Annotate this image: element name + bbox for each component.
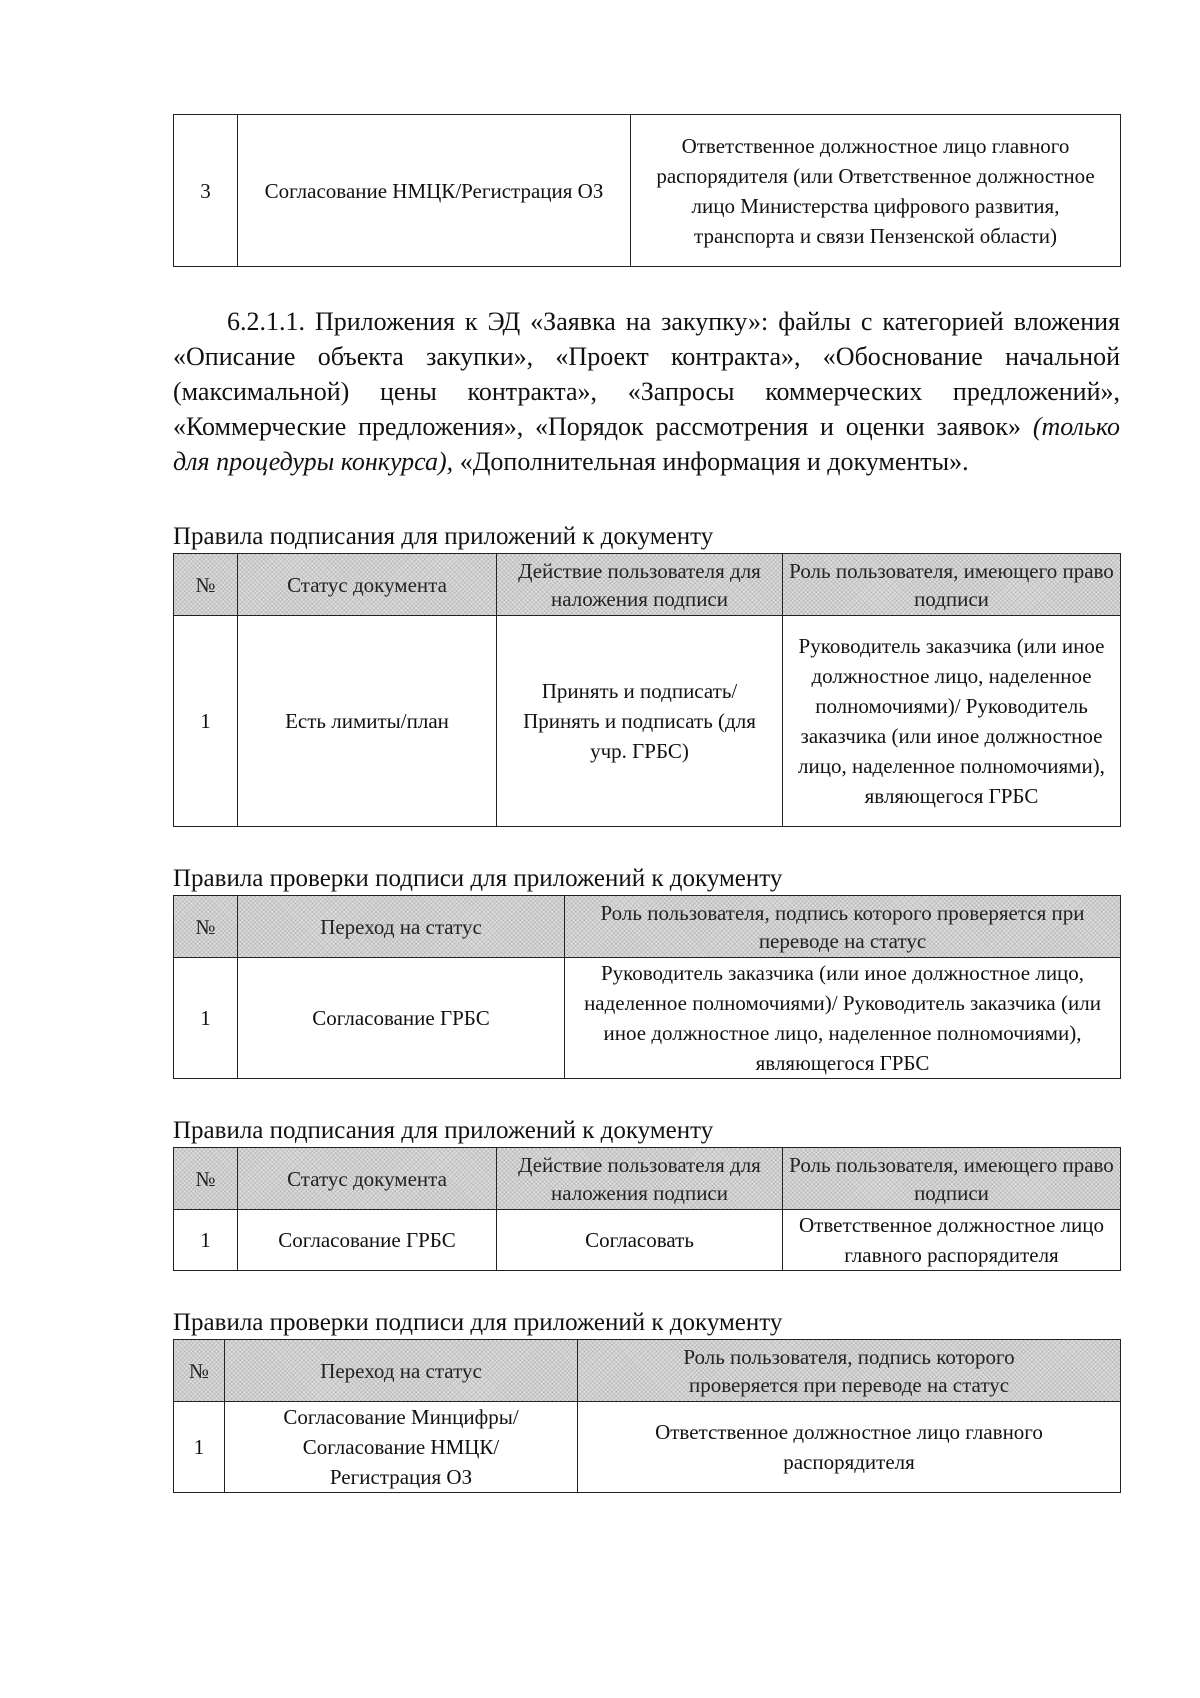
table-header-row [174,1340,1121,1402]
header-action: Действие пользователя для наложения подписи [497,1148,783,1210]
top-table [173,114,1121,267]
row-number: 1 [174,616,238,827]
table2-caption: Правила проверки подписи для приложений к документу [173,865,783,892]
table-row [174,1402,1121,1493]
table1-caption: Правила подписания для приложений к документу [173,523,714,550]
row-status: Согласование ГРБС [238,958,565,1079]
table2-verification-rules [173,895,1121,1079]
paragraph-text-end: «Дополнительная информация и документы». [453,447,969,476]
row-role: Ответственное должностное лицо главного распорядителя [783,1210,1121,1271]
row-status: Согласование ГРБС [238,1210,497,1271]
row-number: 1 [174,1210,238,1271]
row-status: Согласование НМЦК/Регистрация ОЗ [238,115,631,267]
row-status: Есть лимиты/план [238,616,497,827]
header-number: № [174,1148,238,1210]
header-status: Статус документа [238,554,497,616]
table1-signing-rules [173,553,1121,827]
table3-caption: Правила подписания для приложений к документу [173,1117,714,1144]
table4-caption: Правила проверки подписи для приложений к документу [173,1309,783,1336]
header-number: № [174,896,238,958]
table4-verification-rules [173,1339,1121,1493]
paragraph-italic-note: (только для процедуры конкурса), [173,412,1120,476]
header-transition: Переход на статус [225,1340,578,1402]
paragraph-text: 6.2.1.1. Приложения к ЭД «Заявка на закупку»: файлы с категорией вложения «Описание объекта закупки», «Проект контракта», «Обоснование начальной (максимальной) цены контракта», «Запросы коммерческих предложений», «Коммерческие предложения», «Порядок рассмотрения и оценки заявок» [173,307,1120,441]
row-role: Руководитель заказчика (или иное должностное лицо, наделенное полномочиями)/ Руководитель заказчика (или иное должностное лицо, наделенное полномочиями), являющегося ГРБС [783,616,1121,827]
row-number: 3 [174,115,238,267]
table-header-row [174,896,1121,958]
table-header-row [174,554,1121,616]
row-action: Принять и подписать/Принять и подписать (для учр. ГРБС) [497,616,783,827]
header-number: № [174,1340,225,1402]
header-role: Роль пользователя, подпись которого проверяется при переводе на статус [565,896,1121,958]
table-row [174,616,1121,827]
row-status: Согласование Минцифры/ Согласование НМЦК/Регистрация ОЗ [225,1402,578,1493]
header-transition: Переход на статус [238,896,565,958]
header-status: Статус документа [238,1148,497,1210]
table-header-row [174,1148,1121,1210]
row-role: Ответственное должностное лицо главного распорядителя [578,1402,1121,1493]
row-number: 1 [174,1402,225,1493]
row-role: Ответственное должностное лицо главного распорядителя (или Ответственное должностное лицо Министерства цифрового развития, транспорта и связи Пензенской области) [631,115,1121,267]
attachments-paragraph [173,304,1120,479]
row-role: Руководитель заказчика (или иное должностное лицо, наделенное полномочиями)/ Руководитель заказчика (или иное должностное лицо, наделенное полномочиями), являющегося ГРБС [565,958,1121,1079]
table-row [174,958,1121,1079]
row-number: 1 [174,958,238,1079]
header-role: Роль пользователя, имеющего право подписи [783,1148,1121,1210]
table-row [174,115,1121,267]
header-role: Роль пользователя, имеющего право подписи [783,554,1121,616]
header-role: Роль пользователя, подпись которого проверяется при переводе на статус [578,1340,1121,1402]
document-page [173,114,1120,1493]
header-action: Действие пользователя для наложения подписи [497,554,783,616]
table-row [174,1210,1121,1271]
table3-signing-rules [173,1147,1121,1271]
row-action: Согласовать [497,1210,783,1271]
header-number: № [174,554,238,616]
